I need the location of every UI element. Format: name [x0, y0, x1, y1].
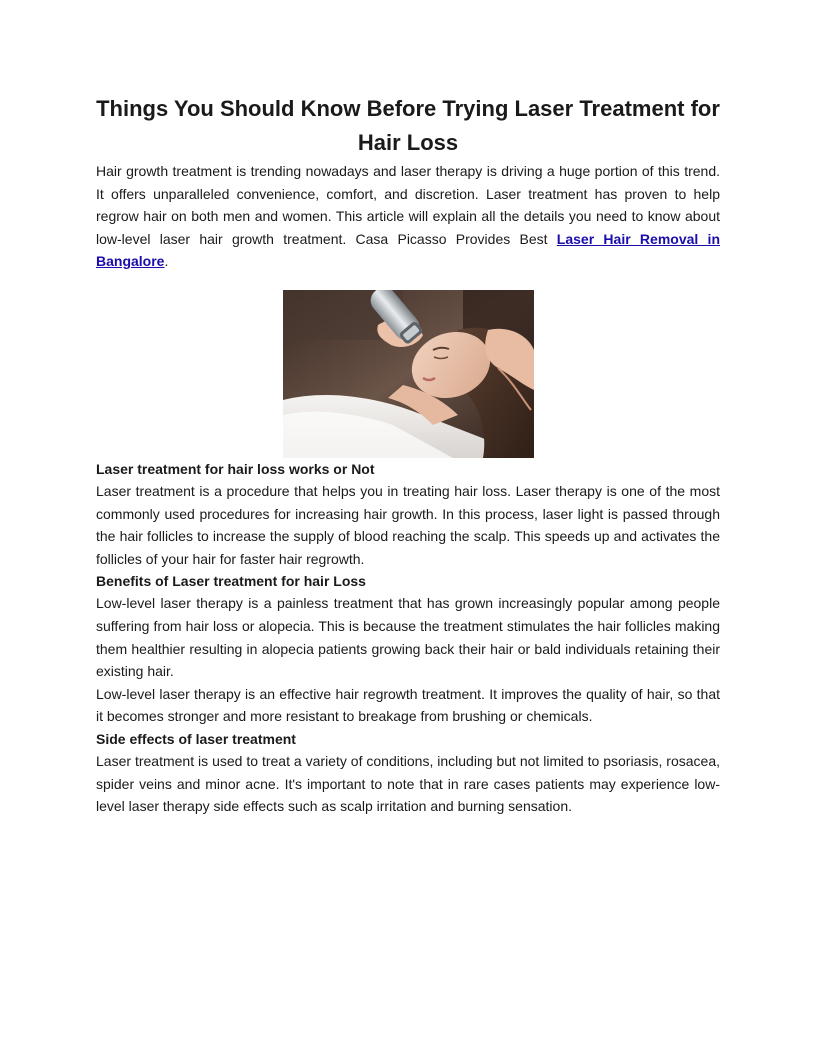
section-heading-1: Laser treatment for hair loss works or Not — [96, 460, 375, 477]
intro-text: Hair growth treatment is trending nowadays and laser therapy is driving a huge portion of this trend. It offers unparalleled convenience, comfort, and discretion. Laser treatment has proven to help regrow hair on both men and women. This article will explain all the details you need to know about low-level laser hair growth treatment. Casa Picasso Provides Best — [96, 163, 720, 247]
intro-after-link: . — [164, 253, 169, 270]
section-heading-3: Side effects of laser treatment — [96, 730, 296, 747]
section-1-paragraph: Laser treatment is a procedure that helps you in treating hair loss. Laser therapy is one of the most commonly used procedures for increasing hair growth. In this process, laser light is passed through the hair follicles to increase the supply of blood reaching the scalp. This speeds up and activates the follicles of your hair for faster hair regrowth. — [96, 482, 720, 567]
document-page — [96, 92, 720, 818]
section-2-paragraph-1: Low-level laser therapy is a painless treatment that has grown increasingly popular among people suffering from hair loss or alopecia. This is because the treatment stimulates the hair follicles making them healthier resulting in alopecia patients growing back their hair or bald individuals retaining their existing hair. — [96, 595, 720, 680]
document-title: Things You Should Know Before Trying Laser Treatment for Hair Loss — [96, 96, 720, 155]
laser-treatment-photo — [283, 290, 534, 458]
section-2-paragraph-2: Low-level laser therapy is an effective hair regrowth treatment. It improves the quality of hair, so that it becomes stronger and more resistant to breakage from brushing or chemicals. — [96, 685, 720, 725]
section-3-paragraph: Laser treatment is used to treat a variety of conditions, including but not limited to psoriasis, rosacea, spider veins and minor acne. It's important to note that in rare cases patients may experience low-level laser therapy side effects such as scalp irritation and burning sensation. — [96, 752, 720, 815]
laser-hair-removal-link[interactable]: Laser Hair Removal in Bangalore — [96, 230, 720, 270]
section-heading-2: Benefits of Laser treatment for hair Loss — [96, 573, 366, 590]
intro-paragraph — [96, 160, 720, 273]
